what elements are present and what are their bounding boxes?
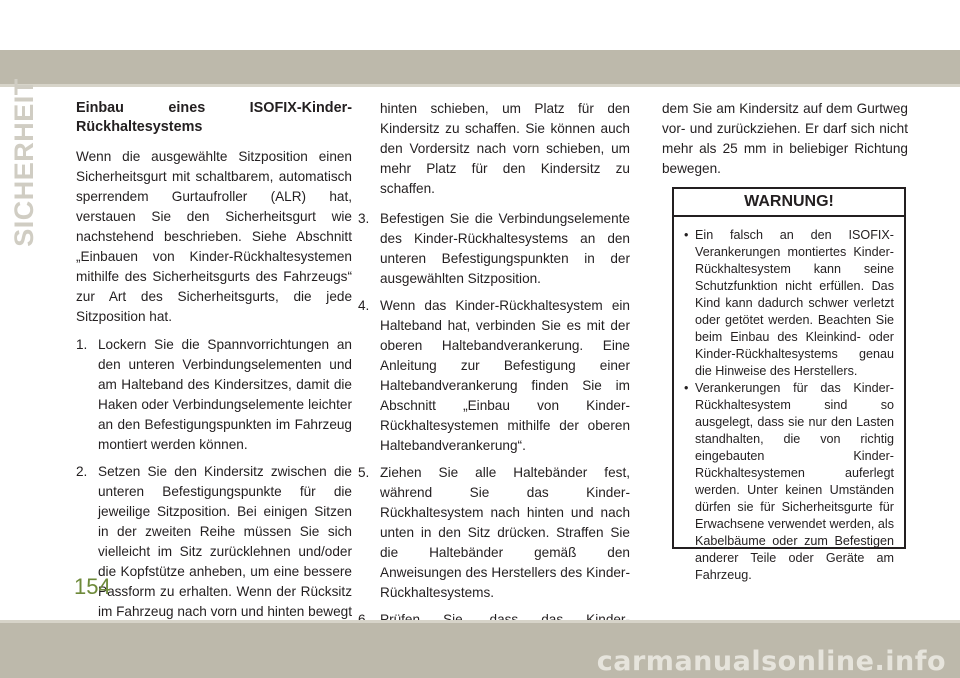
- warning-item-text: Verankerungen für das Kinder-Rückhaltesystem sind so ausgelegt, dass sie nur den Lasten standhalten, die von richtig eingebauten Kinder-Rückhaltesystemen auferlegt werden. Unter keinen Umständen dürfen sie für Sicherheitsgurte für Erwachsene verwendet werden, als Kabelbäume oder zum Befestigen anderer Teile oder Geräte am Fahrzeug.: [695, 381, 894, 582]
- step-text: Lockern Sie die Spannvorrichtungen an den unteren Verbindungselementen und am Halteband des Kindersitzes, damit die Haken oder Verbindungselemente leichter an den Befestigungspunkten im Fahrzeug montiert werden können.: [98, 337, 352, 452]
- header-stripe: [0, 84, 960, 87]
- step-number: 2.: [76, 464, 88, 479]
- column-2: [358, 99, 630, 657]
- warning-item: [684, 227, 894, 380]
- section-heading: Einbau eines ISOFIX-Kinder-Rückhaltesystems: [76, 100, 352, 135]
- list-item: [358, 209, 630, 289]
- step-number: 4.: [358, 298, 370, 313]
- warning-item: [684, 380, 894, 584]
- list-item: [358, 296, 630, 456]
- section-side-label-text: SICHERHEIT: [8, 77, 39, 247]
- header-band: [0, 50, 960, 84]
- column-1: [76, 99, 352, 649]
- warning-item-text: Ein falsch an den ISOFIX-Verankerungen montiertes Kinder-Rückhaltesystem kann seine Schutzfunktion nicht erfüllen. Das Kind kann dadurch schwer verletzt oder getötet werden. Beachten Sie beim Einbau des Kleinkind- oder Kinder-Rückhaltesystems genau die Hinweise des Herstellers.: [695, 228, 894, 378]
- step-text: Ziehen Sie alle Haltebänder fest, während Sie das Kinder-Rückhaltesystem nach hinten und nach unten in den Sitz drücken. Straffen Sie die Haltebänder gemäß den Anweisungen des Herstellers des Kinder-Rückhaltesystems.: [380, 465, 630, 600]
- warning-title: WARNUNG!: [674, 189, 904, 217]
- warning-box: [672, 187, 906, 582]
- list-item: [76, 335, 352, 455]
- section-side-label: [6, 77, 42, 247]
- step-number: 5.: [358, 465, 370, 480]
- step-number: 3.: [358, 211, 370, 226]
- steps-list-1: [76, 335, 352, 642]
- bullet-icon: •: [684, 381, 689, 395]
- page-number: 154: [74, 574, 111, 599]
- list-item: [358, 463, 630, 603]
- column-3: [662, 99, 908, 187]
- step-text: Wenn das Kinder-Rückhaltesystem ein Halteband hat, verbinden Sie es mit der oberen Haltebandverankerung. Eine Anleitung zur Befestigung einer Haltebandverankerung finden Sie im Abschnitt „Einbau von Kinder-Rückhaltesystemen mithilfe der oberen Haltebandverankerung“.: [380, 298, 630, 453]
- step-text: Setzen Sie den Kindersitz zwischen die unteren Befestigungspunkte für die jeweilige Sitzposition. Bei einigen Sitzen in der zweiten Reihe müssen Sie sich vielleicht im Sitz zurücklehnen und/oder die Kopfstütze anheben, um eine bessere Passform zu erhalten. Wenn der Rücksitz im Fahrzeug nach vorn und hinten bewegt: [98, 464, 352, 619]
- steps-list-2: [358, 209, 630, 650]
- continuation-paragraph: hinten schieben, um Platz für den Kindersitz zu schaffen. Sie können auch den Vordersitz nach vorn schieben, um mehr Platz für den Kindersitz zu schaffen.: [380, 101, 630, 196]
- warning-list: [674, 217, 904, 584]
- step-text: Befestigen Sie die Verbindungselemente des Kinder-Rückhaltesystems an den unteren Befestigungspunkten in der ausgewählten Sitzposition.: [380, 211, 630, 286]
- bullet-icon: •: [684, 228, 689, 242]
- watermark-text: carmanualsonline.info: [596, 646, 946, 677]
- list-item: [76, 462, 352, 642]
- step-number: 1.: [76, 337, 88, 352]
- intro-paragraph: Wenn die ausgewählte Sitzposition einen Sicherheitsgurt mit schaltbarem, automatisch sperrendem Gurtaufroller (ALR) hat, verstauen Sie den Sicherheitsgurt wie nachstehend beschrieben. Siehe Abschnitt „Einbauen von Kinder-Rückhaltesystemen mithilfe des Sicherheitsgurts des Fahrzeugs“ zur Art des Sicherheitsgurts, die jede Sitzposition hat.: [76, 149, 352, 324]
- continuation-paragraph: dem Sie am Kindersitz auf dem Gurtweg vor- und zurückziehen. Er darf sich nicht mehr als 25 mm in beliebiger Richtung bewegen.: [662, 101, 908, 176]
